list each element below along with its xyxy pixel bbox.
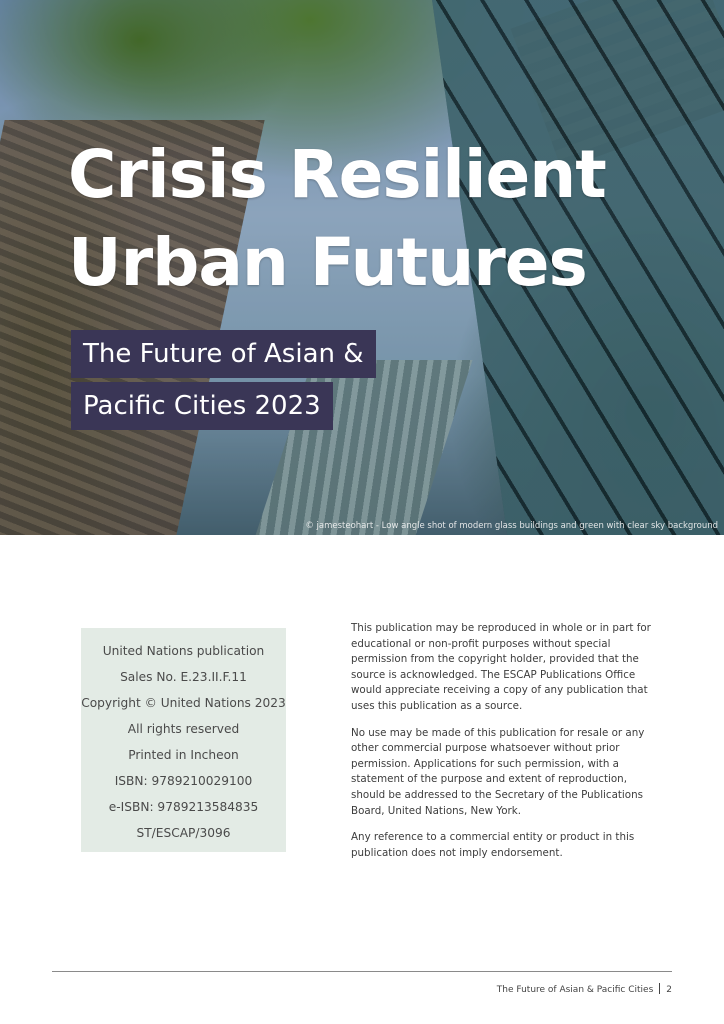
footer-divider (52, 971, 672, 972)
document-symbol-line: ST/ESCAP/3096 (136, 826, 231, 840)
photo-credit: © jamesteohart - Low angle shot of modern glass buildings and green with clear sky background (305, 521, 718, 531)
cover-title-line-1: Crisis Resilient (68, 136, 606, 213)
rights-statement (351, 621, 651, 872)
cover-subtitle-line-1: The Future of Asian & (71, 330, 376, 378)
page-footer (497, 983, 672, 995)
rights-reserved-line: All rights reserved (127, 722, 240, 736)
cover-title-line-2: Urban Futures (68, 224, 587, 301)
page-number: 2 (666, 985, 672, 995)
footer-running-title: The Future of Asian & Pacific Cities (496, 985, 654, 995)
sales-number: Sales No. E.23.II.F.11 (120, 670, 247, 684)
resale-paragraph: No use may be made of this publication for resale or any other commercial purpose whatsoever without prior permission. Applications for such permission, with a statement of the purpose and extent of reproduction, should be addressed to the Secretary of the Publications Board, United Nations, New York. (351, 726, 645, 817)
printed-in-line: Printed in Incheon (128, 748, 239, 762)
publication-type: United Nations publication (102, 644, 265, 658)
e-isbn-line: e-ISBN: 9789213584835 (108, 800, 259, 814)
cover-subtitle-line-2: Pacific Cities 2023 (71, 382, 333, 430)
endorsement-paragraph: Any reference to a commercial entity or product in this publication does not imply endorsement. (351, 831, 635, 859)
copyright-line: Copyright © United Nations 2023 (81, 696, 286, 710)
footer-separator (659, 983, 660, 994)
reproduction-paragraph: This publication may be reproduced in whole or in part for educational or non-profit purposes without special permission from the copyright holder, provided that the source is acknowledged. The ESCAP Publications Office would appreciate receiving a copy of any publication that uses this publication as a source. (351, 622, 651, 712)
isbn-line: ISBN: 9789210029100 (114, 774, 253, 788)
publication-info-box (81, 628, 286, 852)
